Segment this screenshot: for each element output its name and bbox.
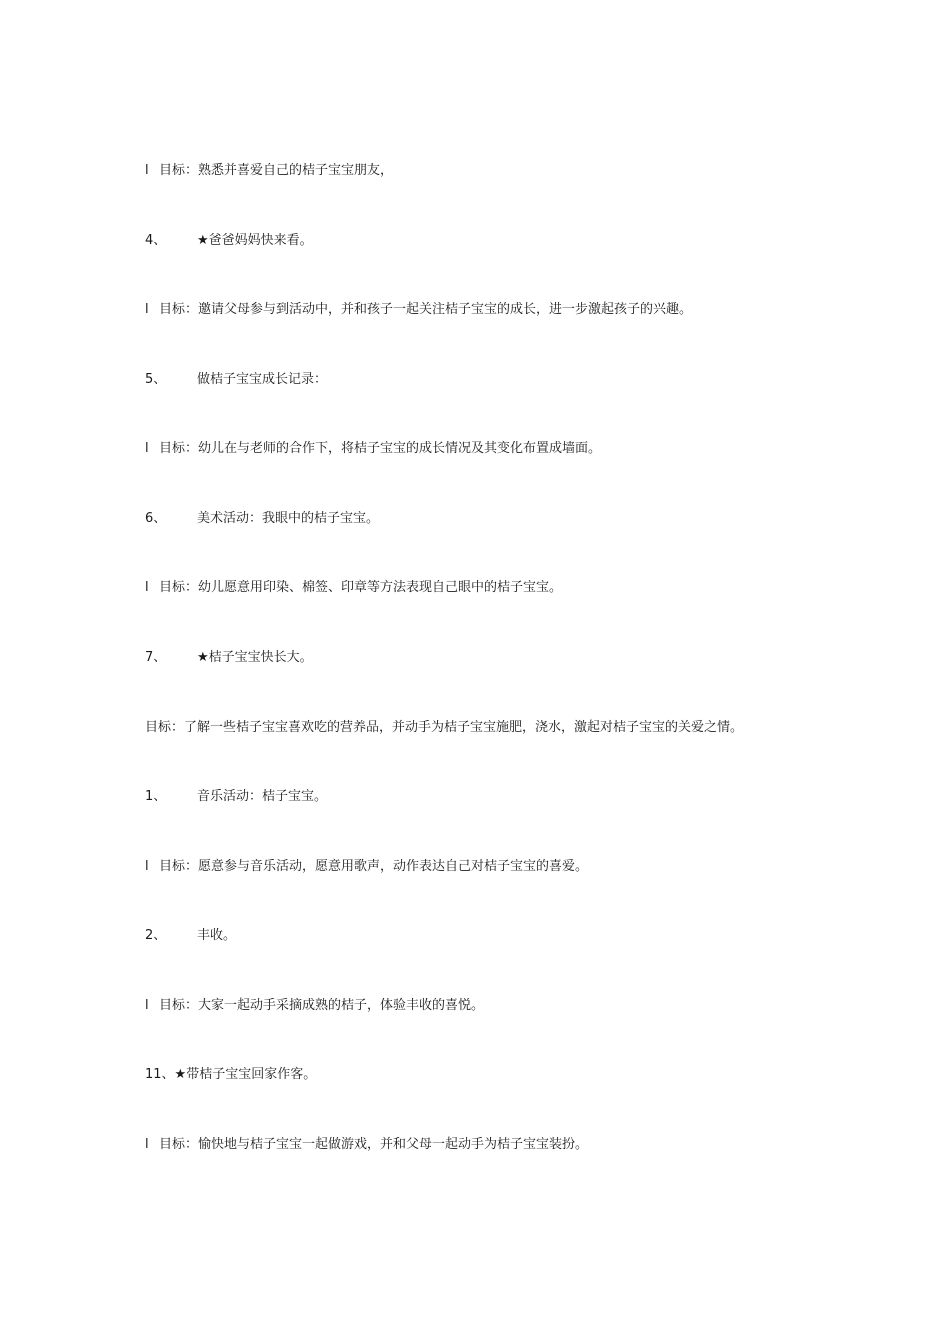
item-number: 7、 <box>145 650 167 665</box>
item-text: 丰收。 <box>197 928 237 943</box>
goal-line-7 <box>145 997 484 1015</box>
goal-line-2 <box>145 301 692 319</box>
item-6 <box>145 510 379 528</box>
item-text: 美术活动：我眼中的桔子宝宝。 <box>197 511 380 526</box>
item-1 <box>145 788 327 806</box>
item-11 <box>145 1066 316 1084</box>
item-number: 11、 <box>145 1067 175 1082</box>
item-2 <box>145 927 236 945</box>
item-4 <box>145 232 313 250</box>
bullet-marker: l <box>145 998 149 1013</box>
goal-line-6 <box>145 858 588 876</box>
goal-text: 目标：愉快地与桔子宝宝一起做游戏，并和父母一起动手为桔子宝宝装扮。 <box>159 1137 589 1152</box>
item-5 <box>145 371 327 389</box>
goal-text: 目标：了解一些桔子宝宝喜欢吃的营养品，并动手为桔子宝宝施肥，浇水，激起对桔子宝宝的关爱之情。 <box>145 720 744 735</box>
item-number: 6、 <box>145 511 167 526</box>
goal-text: 目标：愿意参与音乐活动，愿意用歌声，动作表达自己对桔子宝宝的喜爱。 <box>159 859 589 874</box>
item-text: ★爸爸妈妈快来看。 <box>197 233 313 248</box>
goal-text: 目标：熟悉并喜爱自己的桔子宝宝朋友， <box>159 163 394 178</box>
bullet-marker: l <box>145 441 149 456</box>
item-number: 5、 <box>145 372 167 387</box>
bullet-marker: l <box>145 1137 149 1152</box>
goal-line-5 <box>145 719 743 737</box>
goal-line-3 <box>145 440 601 458</box>
item-text: ★带桔子宝宝回家作客。 <box>174 1067 317 1082</box>
goal-line-8 <box>145 1136 588 1154</box>
item-text: ★桔子宝宝快长大。 <box>197 650 313 665</box>
item-text: 音乐活动：桔子宝宝。 <box>197 789 328 804</box>
item-number: 2、 <box>145 928 167 943</box>
bullet-marker: l <box>145 580 149 595</box>
bullet-marker: l <box>145 302 149 317</box>
goal-line-1 <box>145 162 393 180</box>
item-number: 4、 <box>145 233 167 248</box>
item-text: 做桔子宝宝成长记录： <box>197 372 328 387</box>
item-number: 1、 <box>145 789 167 804</box>
goal-text: 目标：幼儿愿意用印染、棉签、印章等方法表现自己眼中的桔子宝宝。 <box>159 580 563 595</box>
goal-line-4 <box>145 579 562 597</box>
goal-text: 目标：大家一起动手采摘成熟的桔子，体验丰收的喜悦。 <box>159 998 485 1013</box>
bullet-marker: l <box>145 859 149 874</box>
item-7 <box>145 649 313 667</box>
goal-text: 目标：幼儿在与老师的合作下，将桔子宝宝的成长情况及其变化布置成墙面。 <box>159 441 602 456</box>
goal-text: 目标：邀请父母参与到活动中，并和孩子一起关注桔子宝宝的成长，进一步激起孩子的兴趣。 <box>159 302 693 317</box>
bullet-marker: l <box>145 163 149 178</box>
